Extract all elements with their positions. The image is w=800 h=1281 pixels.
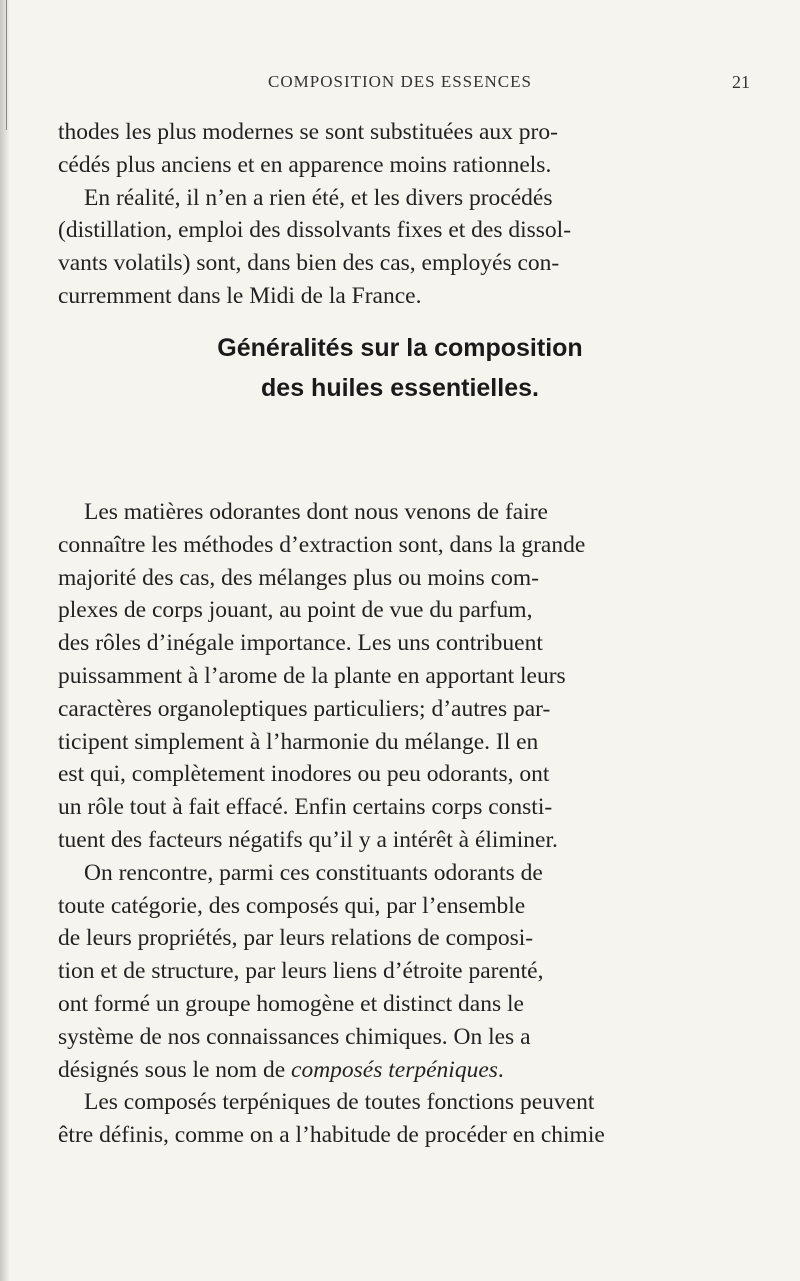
text-line bbox=[58, 1054, 758, 1087]
text-line: curremment dans le Midi de la France. bbox=[58, 282, 422, 309]
text-line: caractères organoleptiques particuliers; d’autres par- bbox=[58, 695, 551, 722]
text-segment: . bbox=[497, 1056, 504, 1083]
text-line: tuent des facteurs négatifs qu’il y a intérêt à éliminer. bbox=[58, 826, 558, 853]
text-line: (distillation, emploi des dissolvants fixes et des dissol- bbox=[58, 217, 572, 244]
text-line: être définis, comme on a l’habitude de procéder en chimie bbox=[58, 1121, 605, 1148]
text-line: connaître les méthodes d’extraction sont, dans la grande bbox=[58, 531, 586, 558]
text-line: toute catégorie, des composés qui, par l’ensemble bbox=[58, 892, 526, 919]
text-line: On rencontre, parmi ces constituants odorants de bbox=[84, 859, 543, 886]
emphasis-term: composés terpéniques bbox=[291, 1056, 498, 1083]
text-line: système de nos connaissances chimiques. On les a bbox=[58, 1023, 531, 1050]
page-number: 21 bbox=[732, 72, 750, 92]
text-line: thodes les plus modernes se sont substituées aux pro- bbox=[58, 119, 558, 145]
text-line: En réalité, il n’en a rien été, et les divers procédés bbox=[84, 184, 553, 211]
page-edge-shadow bbox=[0, 0, 10, 1281]
intro-paragraph bbox=[58, 116, 758, 313]
section-heading-line-2: des huiles essentielles. bbox=[261, 374, 539, 402]
text-line: cédés plus anciens et en apparence moins rationnels. bbox=[58, 151, 552, 178]
text-line: Les matières odorantes dont nous venons de faire bbox=[84, 499, 548, 525]
text-line: est qui, complètement inodores ou peu odorants, ont bbox=[58, 761, 550, 788]
body-paragraph bbox=[58, 496, 758, 1086]
text-line: vants volatils) sont, dans bien des cas, employés con- bbox=[58, 250, 560, 277]
text-line: ont formé un groupe homogène et distinct dans le bbox=[58, 990, 524, 1017]
closing-paragraph bbox=[58, 1086, 758, 1152]
text-line: puissamment à l’arome de la plante en apportant leurs bbox=[58, 662, 566, 689]
text-line: ticipent simplement à l’harmonie du mélange. Il en bbox=[58, 728, 539, 755]
text-line: Les composés terpéniques de toutes fonctions peuvent bbox=[84, 1089, 595, 1115]
text-line: des rôles d’inégale importance. Les uns contribuent bbox=[58, 630, 543, 657]
text-segment: désignés sous le nom de bbox=[58, 1056, 292, 1083]
page-header bbox=[0, 72, 800, 96]
page-edge-line bbox=[6, 0, 7, 130]
text-line: plexes de corps jouant, au point de vue du parfum, bbox=[58, 597, 533, 624]
text-line: tion et de structure, par leurs liens d’étroite parenté, bbox=[58, 958, 544, 985]
running-title: COMPOSITION DES ESSENCES bbox=[268, 72, 532, 91]
text-line: un rôle tout à fait effacé. Enfin certains corps consti- bbox=[58, 794, 553, 821]
text-line: de leurs propriétés, par leurs relations de composi- bbox=[58, 925, 534, 952]
section-heading-line-1: Généralités sur la composition bbox=[217, 334, 583, 362]
text-line: majorité des cas, des mélanges plus ou moins com- bbox=[58, 564, 539, 591]
